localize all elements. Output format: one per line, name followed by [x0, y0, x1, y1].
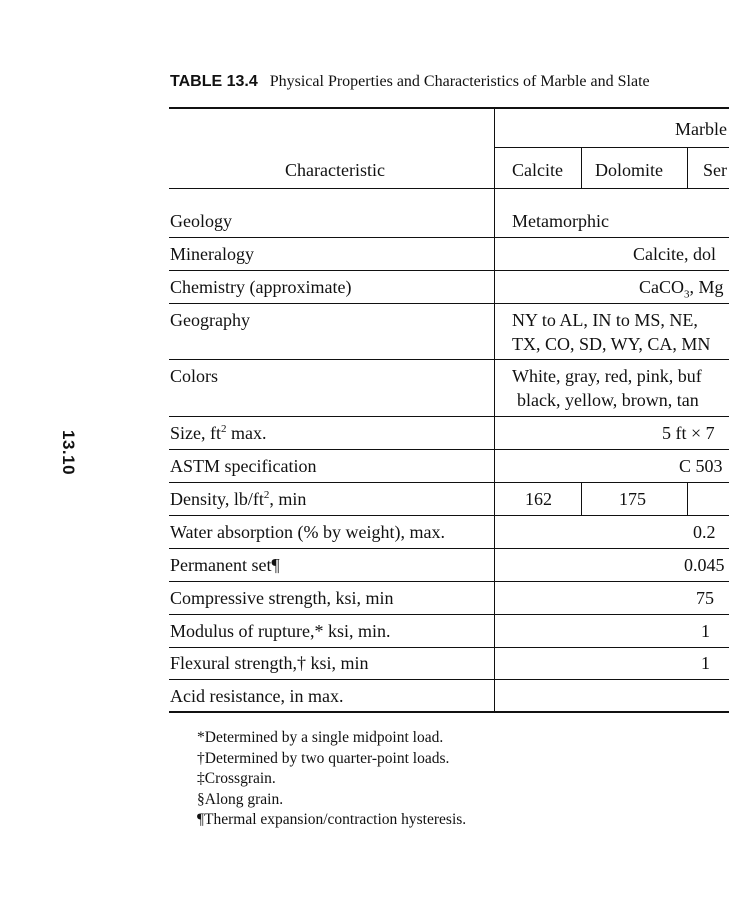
header-dolomite: Dolomite [595, 160, 663, 180]
top-rule [169, 107, 729, 109]
row-rule [169, 416, 729, 417]
value-geography-line2: TX, CO, SD, WY, CA, MN [512, 334, 711, 354]
row-rule [169, 303, 729, 304]
row-rule [169, 449, 729, 450]
value-density-calcite: 162 [525, 489, 552, 509]
value-water-absorption: 0.2 [693, 522, 716, 542]
row-label-geography: Geography [170, 310, 250, 330]
value-mineralogy: Calcite, dol [633, 244, 716, 264]
density-divider-2 [687, 482, 688, 515]
row-label-density: Density, $lb/ft^2$, min [170, 489, 307, 509]
row-rule [169, 237, 729, 238]
row-rule [169, 270, 729, 271]
bottom-rule [169, 711, 729, 713]
row-rule [169, 647, 729, 648]
table-title: Physical Properties and Characteristics of Marble and Slate [269, 73, 650, 90]
value-astm: C 503 [679, 456, 723, 476]
value-geology: Metamorphic [512, 211, 609, 231]
footnotes [197, 728, 466, 831]
header-serpentine: Ser [703, 160, 727, 180]
value-geography-line1: NY to AL, IN to MS, NE, [512, 310, 698, 330]
header-calcite: Calcite [512, 160, 563, 180]
value-colors-line1: White, gray, red, pink, buf [512, 366, 702, 386]
header-divider [495, 147, 729, 148]
column-divider-sub1 [581, 148, 582, 188]
row-label-colors: Colors [170, 366, 219, 386]
row-rule [169, 679, 729, 680]
footnote: §Along grain. [197, 790, 284, 808]
row-label-flexural: Flexural strength,† ksi, min [170, 653, 369, 673]
value-size: 5 ft × 7 [662, 423, 715, 443]
row-rule [169, 581, 729, 582]
row-label-acid: Acid resistance, in max. [170, 686, 344, 706]
row-rule [169, 548, 729, 549]
row-rule [169, 515, 729, 516]
column-divider-sub2 [687, 148, 688, 188]
row-label-mineralogy: Mineralogy [170, 244, 254, 264]
row-label-geology: Geology [170, 211, 232, 231]
row-label-astm: ASTM specification [170, 456, 317, 476]
row-label-water-absorption: Water absorption (% by weight), max. [170, 522, 445, 542]
footnote: ‡Crossgrain. [197, 770, 276, 787]
row-label-modulus: Modulus of rupture,* ksi, min. [170, 621, 391, 641]
row-rule [169, 359, 729, 360]
header-characteristic: Characteristic [285, 160, 385, 180]
row-rule [169, 482, 729, 483]
value-modulus: 1 [701, 621, 710, 641]
column-divider-main [494, 108, 495, 713]
value-density-dolomite: 175 [619, 489, 646, 509]
row-label-chemistry: Chemistry (approximate) [170, 277, 352, 297]
value-flexural: 1 [701, 653, 710, 673]
header-marble: Marble [675, 119, 727, 139]
value-compressive: 75 [696, 588, 714, 608]
table-number: TABLE 13.4 [170, 73, 258, 90]
value-colors-line2: black, yellow, brown, tan [517, 390, 699, 410]
density-divider-1 [581, 482, 582, 515]
footnote: †Determined by two quarter-point loads. [197, 749, 450, 767]
row-rule [169, 614, 729, 615]
row-label-permanent-set: Permanent set¶ [170, 555, 280, 575]
row-label-compressive: Compressive strength, ksi, min [170, 588, 394, 608]
table-caption [170, 73, 650, 91]
row-label-size: Size, $ft^2$ max. [170, 423, 267, 443]
value-chemistry: CaCO$_3$, Mg [639, 277, 724, 301]
value-permanent-set: 0.045 [684, 555, 725, 575]
header-bottom-rule [169, 188, 729, 189]
footnote: *Determined by a single midpoint load. [197, 729, 444, 746]
page-number: 13.10 [59, 430, 78, 476]
footnote: ¶Thermal expansion/contraction hysteresis. [197, 811, 467, 828]
